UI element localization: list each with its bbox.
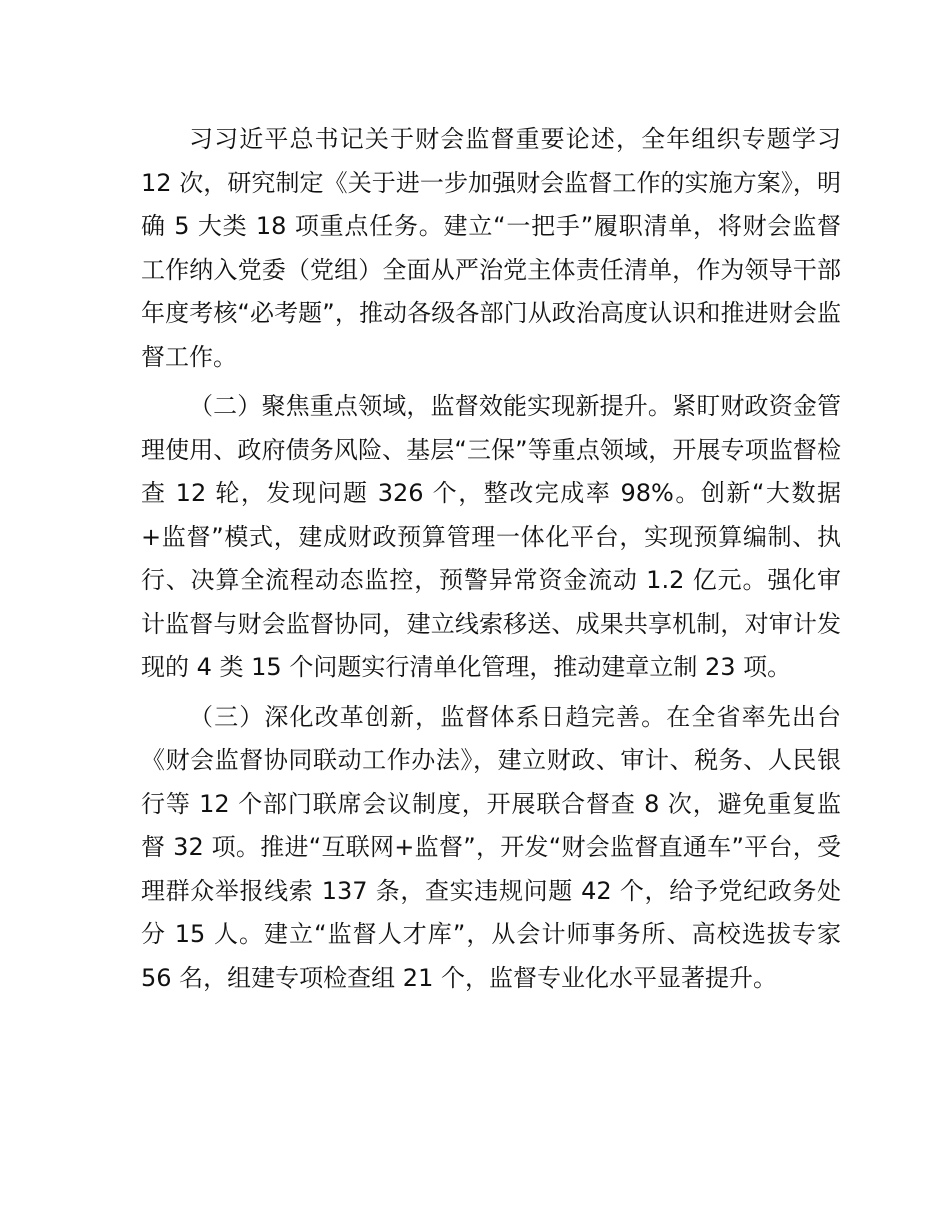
document-body <box>141 118 841 1006</box>
paragraph-reform-innovation: （三）深化改革创新，监督体系日趋完善。在全省率先出台《财会监督协同联动工作办法》，建立财政、审计、税务、人民银行等 12 个部门联席会议制度，开展联合督查 8 次，避免重复监督 32 项。推进“互联网+监督”，开发“财会监督直通车”平台，受理群众举报线索 137 条，查实违规问题 42 个，给予党纪政务处分 15 人。建立“监督人才库”，从会计师事务所、高校选拔专家 56 名，组建专项检查组 21 个，监督专业化水平显著提升。 <box>141 702 841 992</box>
paragraph-study: 习习近平总书记关于财会监督重要论述，全年组织专题学习 12 次，研究制定《关于进一步加强财会监督工作的实施方案》，明确 5 大类 18 项重点任务。建立“一把手”履职清单，将财会监督工作纳入党委（党组）全面从严治党主体责任清单，作为领导干部年度考核“必考题”，推动各级各部门从政治高度认识和推进财会监督工作。 <box>141 125 841 371</box>
paragraph-focus-key-areas: （二）聚焦重点领域，监督效能实现新提升。紧盯财政资金管理使用、政府债务风险、基层“三保”等重点领域，开展专项监督检查 12 轮，发现问题 326 个，整改完成率 98%。创新“大数据+监督”模式，建成财政预算管理一体化平台，实现预算编制、执行、决算全流程动态监控，预警异常资金流动 1.2 亿元。强化审计监督与财会监督协同，建立线索移送、成果共享机制，对审计发现的 4 类 15 个问题实行清单化管理，推动建章立制 23 项。 <box>141 392 841 681</box>
